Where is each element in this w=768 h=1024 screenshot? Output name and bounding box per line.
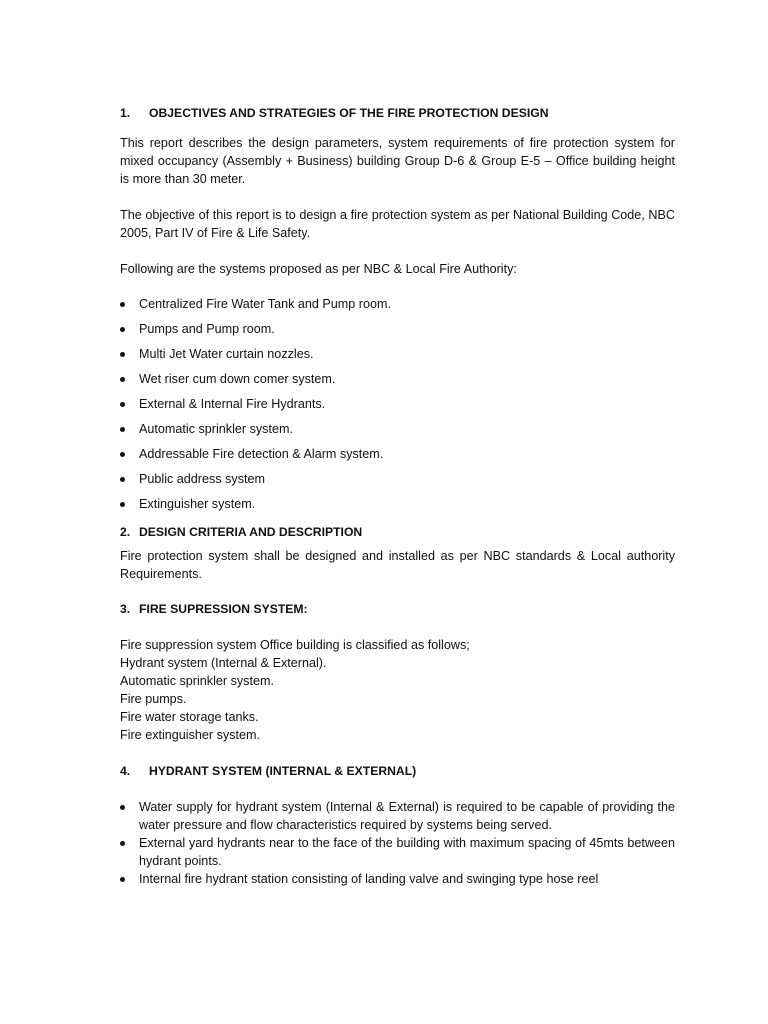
list-item: Internal fire hydrant station consisting of landing valve and swinging type hose reel [120, 870, 675, 888]
list-item: External & Internal Fire Hydrants. [120, 395, 675, 413]
list-item: Pumps and Pump room. [120, 320, 675, 338]
list-item: External yard hydrants near to the face of the building with maximum spacing of 45mts between hydrant points. [120, 834, 675, 870]
classification-line: Fire pumps. [120, 692, 187, 706]
list-item: Multi Jet Water curtain nozzles. [120, 345, 675, 363]
bullet-icon [120, 502, 125, 507]
list-item: Centralized Fire Water Tank and Pump room. [120, 295, 675, 313]
section-3-title: FIRE SUPRESSION SYSTEM: [139, 602, 308, 616]
classification-line: Fire suppression system Office building is classified as follows; [120, 638, 470, 652]
section-3-number: 3. [120, 602, 131, 616]
section-1-number: 1. [120, 106, 131, 120]
section-2-title: DESIGN CRITERIA AND DESCRIPTION [139, 525, 363, 539]
bullet-icon [120, 841, 125, 846]
section-1-heading [120, 104, 675, 122]
systems-list [120, 295, 675, 513]
classification-line: Automatic sprinkler system. [120, 674, 274, 688]
list-item: Water supply for hydrant system (Internal & External) is required to be capable of providing the water pressure and flow characteristics required by systems being served. [120, 798, 675, 834]
section-1-paragraph-2: The objective of this report is to design a fire protection system as per National Building Code, NBC 2005, Part IV of Fire & Life Safety. [120, 208, 675, 240]
section-2-paragraph-1: Fire protection system shall be designed and installed as per NBC standards & Local authority Requirements. [120, 549, 675, 581]
section-4-title: HYDRANT SYSTEM (INTERNAL & EXTERNAL) [149, 764, 417, 778]
bullet-icon [120, 427, 125, 432]
section-4-heading [120, 762, 675, 780]
classification-line: Fire water storage tanks. [120, 710, 259, 724]
hydrant-requirements-list [120, 798, 675, 888]
bullet-icon [120, 377, 125, 382]
list-item: Extinguisher system. [120, 495, 675, 513]
section-1-paragraph-3: Following are the systems proposed as per NBC & Local Fire Authority: [120, 262, 517, 276]
list-item: Addressable Fire detection & Alarm system. [120, 445, 675, 463]
bullet-icon [120, 877, 125, 882]
bullet-icon [120, 327, 125, 332]
section-4-number: 4. [120, 764, 131, 778]
suppression-classification [120, 636, 675, 744]
bullet-icon [120, 302, 125, 307]
section-2-heading [120, 523, 675, 541]
bullet-icon [120, 452, 125, 457]
classification-line: Hydrant system (Internal & External). [120, 656, 327, 670]
bullet-icon [120, 402, 125, 407]
bullet-icon [120, 477, 125, 482]
section-1-paragraph-1: This report describes the design parameters, system requirements of fire protection system for mixed occupancy (Assembly + Business) building Group D-6 & Group E-5 – Office building height is more than 30 meter. [120, 136, 675, 186]
section-2-number: 2. [120, 525, 131, 539]
bullet-icon [120, 805, 125, 810]
list-item: Automatic sprinkler system. [120, 420, 675, 438]
list-item: Wet riser cum down comer system. [120, 370, 675, 388]
classification-line: Fire extinguisher system. [120, 728, 260, 742]
document-page [120, 104, 675, 888]
section-1-title: OBJECTIVES AND STRATEGIES OF THE FIRE PROTECTION DESIGN [149, 106, 549, 120]
list-item: Public address system [120, 470, 675, 488]
section-3-heading [120, 600, 675, 618]
bullet-icon [120, 352, 125, 357]
